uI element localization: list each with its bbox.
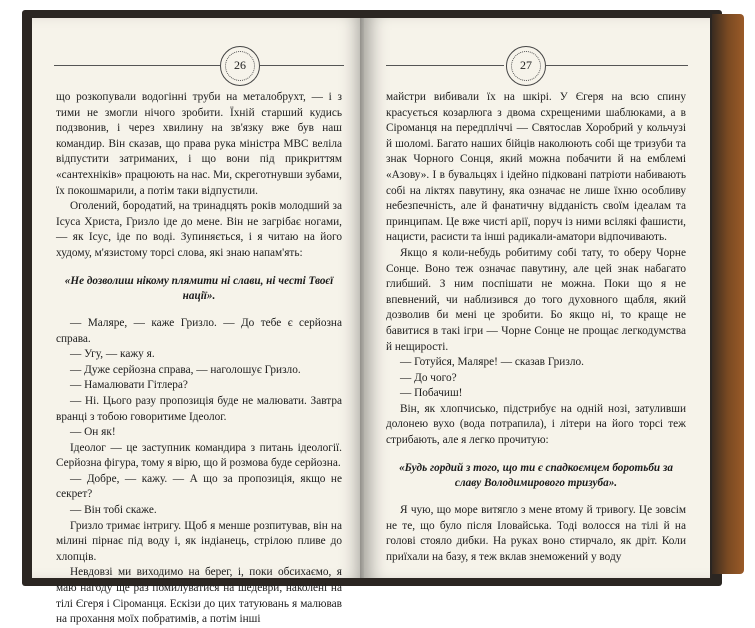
paragraph: — Побачиш! (400, 387, 463, 400)
paragraph: що розкопували водогінні труби на металобрухт, — і з тими не змогли нічого зробити. Їхній старший кудись подзвонив, і через хвилину на зв'язку вже був наш командир. Він сказав, що права рука міністра МВС веліла відпустити затриманих, і що вони під прикриттям «сантехніків» працюють на нас. Ми, скреготнувши зубами, їх покошмарили, а потім таки відпустили. (56, 91, 342, 197)
paragraph: — Угу, — кажу я. (70, 348, 155, 361)
paragraph: — Ні. Цього разу пропозиція буде не малювати. Завтра вранці з тобою говоритиме Ідеолог. (56, 394, 342, 423)
header-rule-left (386, 65, 504, 66)
paragraph: Якщо я коли-небудь робитиму собі тату, то оберу Чорне Сонце. Воно теж означає павутину, але цей знак набагато глибший. З ним поспішати не можна. Поки що я не впевнений, чи наблизився до того духовного щабля, який дозволив би мені це зробити. Бо якщо ні, то краще не бавитися в такі ігри — Чорне Сонце не прощає легкодумства й нещирості. (386, 246, 686, 353)
left-page-text (56, 90, 342, 628)
paragraph: — До чого? (400, 371, 457, 384)
paragraph: — Він тобі скаже. (70, 504, 157, 517)
paragraph: — Он як! (70, 426, 116, 439)
page-number-medallion (506, 46, 546, 86)
header-rule-left (54, 65, 220, 66)
page-number: 26 (234, 58, 246, 72)
paragraph: Невдовзі ми виходимо на берег, і, поки обсихаємо, я маю нагоду ще раз помилуватися на шедеври, наколені на тілі Єгеря і Сіроманця. Ескізи до цих татуювань я малював на прохання моїх побратимів, а потім інші (56, 566, 342, 626)
paragraph: — Добре, — кажу. — А що за пропозиція, якщо не секрет? (56, 472, 342, 501)
header-rule-right (260, 65, 344, 66)
paragraph: майстри вибивали їх на шкірі. У Єгеря на всю спину красується козарлюга з двома схрещеними шаблюками, а в Сіроманця на передпліччі — Святослав Хоробрий у кольчузі й шоломі. Багато наших бійців наколюють собі ще тризуби та знак Чорного Сонця, який можна побачити й на емблемі «Азову». І в бувальцях і ідейно підковані патріоти набивають собі на ліктях павутину, яка означає не лише їхню особливу небезпечність, але й фанатичну відданість своїм ідеалам та принципам. Це вже чисті арії, поруч із ними всілякі фашисти, нацисти, расисти та інші радикали-аматори відпочивають. (386, 91, 686, 244)
quote: «Будь гордий з того, що ти є спадкоємцем боротьби за славу Володимирового тризуба». (399, 461, 673, 489)
book-page-edges (712, 14, 744, 574)
paragraph: — Дуже серйозна справа, — наголошує Гризло. (70, 363, 301, 376)
paragraph: Я чую, що море витягло з мене втому й тривогу. Це зовсім не те, що було після Іловайська. Тоді волосся на тілі й на голові стояло дибки. На руках воно стирчало, як дріт. Коли приїхали на базу, я теж вклав знеможений у воду (386, 504, 686, 563)
left-page (32, 18, 364, 626)
paragraph: — Маляре, — каже Гризло. — До тебе є серйозна справа. (56, 316, 342, 345)
left-page-header (32, 32, 364, 72)
page-number: 27 (520, 58, 532, 72)
paragraph: — Готуйся, Маляре! — сказав Гризло. (400, 356, 584, 369)
quote: «Не дозволиш нікому плямити ні слави, ні честі Твоєї нації». (64, 274, 334, 302)
header-rule-right (546, 65, 688, 66)
paragraph: — Намалювати Гітлера? (70, 379, 188, 392)
paragraph: Оголений, бородатий, на тринадцять років молодший за Ісуса Христа, Гризло іде до мене. Він не загрібає ногами, — як Ісус, іде по воді. Зупиняється, і я читаю на його худому, м'язистому торсі слова, які знаю напам'ять: (56, 200, 342, 259)
right-page (364, 18, 710, 578)
right-page-text (386, 90, 686, 565)
paragraph: Гризло тримає інтригу. Щоб я менше розпитував, він на мілині пірнає під воду і, як індіанець, стрілою пливе до хлопців. (56, 519, 342, 563)
page-number-medallion (220, 46, 260, 86)
paragraph: Ідеолог — це заступник командира з питань ідеології. Серйозна фігура, тому я вірю, що й розмова буде серйозна. (56, 441, 342, 470)
paragraph: Він, як хлопчисько, підстрибує на одній нозі, затуливши долонею вухо (вода потрапила), і літери на його торсі теж стрибають, але я легко прочитую: (386, 402, 686, 447)
right-page-header (364, 32, 710, 72)
